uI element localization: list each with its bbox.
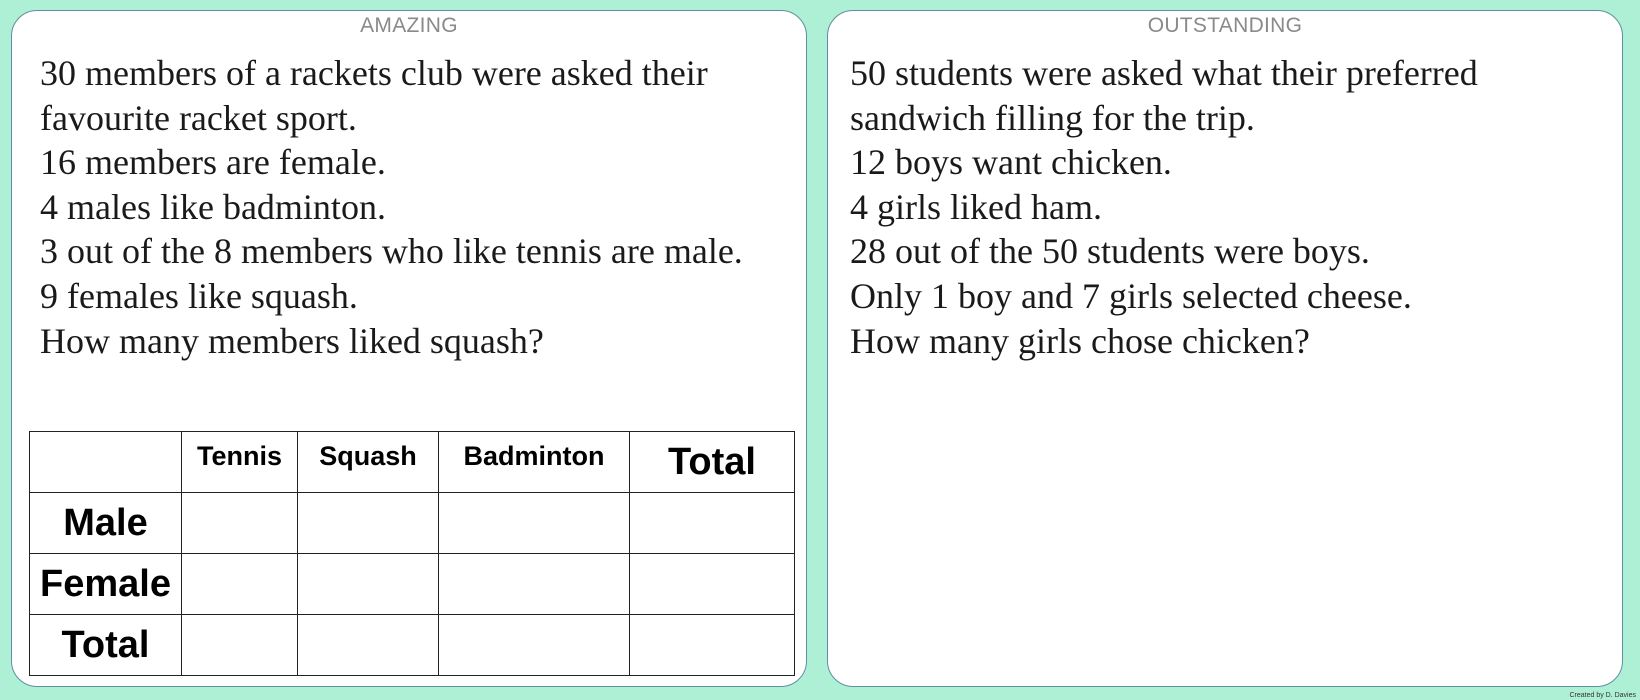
answer-cell[interactable] <box>630 554 795 615</box>
question-line: 50 students were asked what their preferred <box>850 53 1478 93</box>
answer-cell[interactable] <box>630 493 795 554</box>
answer-cell[interactable] <box>182 554 298 615</box>
column-header-label: Squash <box>319 440 417 471</box>
answer-cell[interactable] <box>439 615 630 676</box>
corner-cell <box>30 432 182 493</box>
column-header-squash <box>298 432 439 493</box>
difficulty-label: OUTSTANDING <box>1147 14 1303 37</box>
author-credit: Created by D. Davies <box>1569 692 1636 699</box>
two-way-table <box>29 431 795 676</box>
question-line: 4 males like badminton. <box>40 186 386 227</box>
difficulty-label: AMAZING <box>360 14 458 37</box>
question-text <box>40 51 786 363</box>
column-header-label: Total <box>668 440 756 483</box>
question-line: 12 boys want chicken. <box>850 142 1172 183</box>
table-header-row <box>30 432 795 493</box>
outstanding-question-card <box>827 10 1623 687</box>
answer-cell[interactable] <box>630 615 795 676</box>
table-row-total <box>30 615 795 676</box>
table-row-female <box>30 554 795 615</box>
answer-cell[interactable] <box>182 615 298 676</box>
column-header-badminton <box>439 432 630 493</box>
row-header-male: Male <box>30 493 182 554</box>
question-line: favourite racket sport. <box>40 97 357 138</box>
table-row-male <box>30 493 795 554</box>
row-header-total: Total <box>30 615 182 676</box>
question-line: 4 girls liked ham. <box>850 186 1102 227</box>
question-line: 28 out of the 50 students were boys. <box>850 231 1370 272</box>
question-line: 30 members of a rackets club were asked their <box>40 53 708 93</box>
answer-cell[interactable] <box>182 493 298 554</box>
answer-cell[interactable] <box>298 554 439 615</box>
row-header-female: Female <box>30 554 182 615</box>
column-header-tennis <box>182 432 298 493</box>
amazing-question-card <box>11 10 807 687</box>
answer-cell[interactable] <box>439 554 630 615</box>
answer-cell[interactable] <box>298 615 439 676</box>
answer-cell[interactable] <box>298 493 439 554</box>
question-line: Only 1 boy and 7 girls selected cheese. <box>850 275 1412 316</box>
question-line: 3 out of the 8 members who like tennis are male. <box>40 231 743 272</box>
column-header-label: Tennis <box>196 440 282 471</box>
question-line: How many girls chose chicken? <box>850 320 1310 361</box>
column-header-total <box>630 432 795 493</box>
question-line: sandwich filling for the trip. <box>850 97 1255 138</box>
question-text <box>850 51 1602 363</box>
question-line: How many members liked squash? <box>40 320 544 361</box>
question-line: 16 members are female. <box>40 142 386 183</box>
column-header-label: Badminton <box>463 440 605 471</box>
question-line: 9 females like squash. <box>40 275 358 316</box>
answer-cell[interactable] <box>439 493 630 554</box>
